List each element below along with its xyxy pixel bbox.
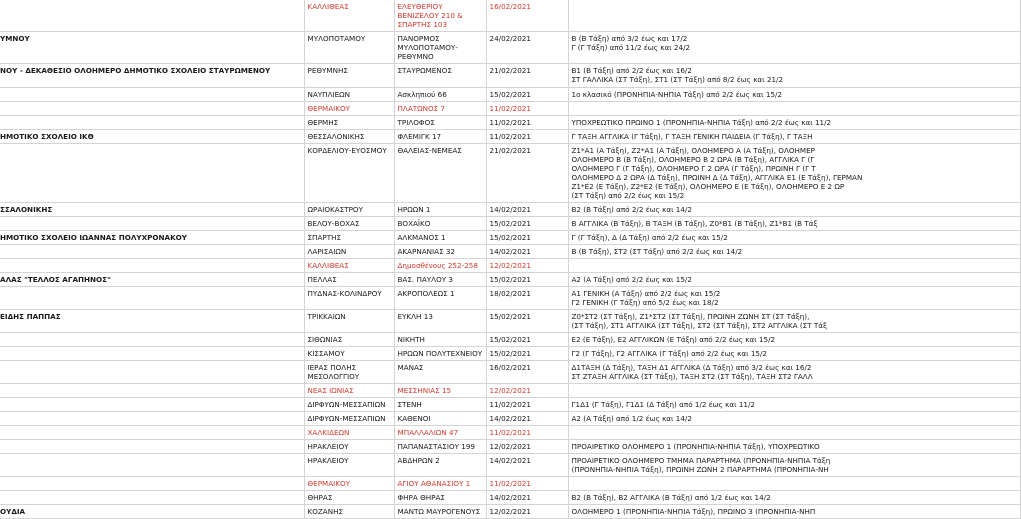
address-cell	[394, 259, 486, 273]
address-line: ΜΑΝΑΣ	[397, 363, 424, 372]
date-cell: 14/02/2021	[486, 203, 568, 217]
municipality-cell: ΠΕΛΛΑΣ	[304, 273, 394, 287]
classes-line: Γ (Γ Τάξη), Δ (Δ Τάξη) από 2/2 έως και 15/2	[571, 233, 728, 242]
table-row	[0, 116, 1020, 130]
school-name-cell	[0, 440, 304, 454]
table-row	[0, 231, 1020, 245]
table-row	[0, 287, 1020, 310]
table-row	[0, 361, 1020, 384]
municipality-cell: ΜΥΛΟΠΟΤΑΜΟΥ	[304, 32, 394, 64]
school-name-cell	[0, 231, 304, 245]
municipality-cell: ΘΕΣΣΑΛΟΝΙΚΗΣ	[304, 130, 394, 144]
classes-cell	[568, 477, 1020, 491]
address-line: ΝΙΚΗΤΗ	[397, 335, 425, 344]
address-cell	[394, 245, 486, 259]
classes-line: Β ΑΓΓΛΙΚΑ (Β Τάξη), Β ΤΑΞΗ (Β Τάξη), Ζ0*Β1 (Β Τάξη), Ζ1*Β1 (Β Τάξ	[571, 219, 818, 228]
date-cell: 21/02/2021	[486, 64, 568, 88]
municipality-cell: ΚΑΛΛΙΘΕΑΣ	[304, 0, 394, 32]
address-line: Ασκληπιού 66	[397, 90, 447, 99]
address-cell	[394, 64, 486, 88]
address-line: ΑΛΚΜΑΝΟΣ 1	[397, 233, 446, 242]
municipality-cell: ΘΕΡΜΑΙΚΟΥ	[304, 477, 394, 491]
table-row	[0, 273, 1020, 287]
date-cell: 12/02/2021	[486, 259, 568, 273]
address-line: ΑΒΔΗΡΩΝ 2	[397, 456, 440, 465]
classes-cell	[568, 287, 1020, 310]
classes-cell	[568, 0, 1020, 32]
address-cell	[394, 454, 486, 477]
classes-cell	[568, 231, 1020, 245]
classes-cell	[568, 102, 1020, 116]
address-line: ΒΑΣ. ΠΑΥΛΟΥ 3	[397, 275, 453, 284]
classes-cell	[568, 259, 1020, 273]
address-cell	[394, 347, 486, 361]
date-cell: 14/02/2021	[486, 454, 568, 477]
school-name-cell	[0, 384, 304, 398]
date-cell: 15/02/2021	[486, 231, 568, 245]
school-name-cell	[0, 287, 304, 310]
municipality-cell: ΘΕΡΜΗΣ	[304, 116, 394, 130]
table-row	[0, 347, 1020, 361]
address-cell	[394, 0, 486, 32]
municipality-cell: ΚΙΣΣΑΜΟΥ	[304, 347, 394, 361]
address-cell	[394, 361, 486, 384]
classes-cell	[568, 491, 1020, 505]
date-cell: 11/02/2021	[486, 116, 568, 130]
address-cell	[394, 412, 486, 426]
school-name-cell	[0, 259, 304, 273]
municipality-cell: ΝΑΥΠΛΙΕΩΝ	[304, 88, 394, 102]
classes-cell	[568, 333, 1020, 347]
address-cell	[394, 310, 486, 333]
school-name-cell	[0, 347, 304, 361]
date-cell: 11/02/2021	[486, 398, 568, 412]
address-line: ΕΥΚΛΗ 13	[397, 312, 433, 321]
classes-cell	[568, 32, 1020, 64]
school-name-cell	[0, 333, 304, 347]
address-line: ΣΠΑΡΤΗΣ 103	[397, 20, 448, 29]
address-cell	[394, 102, 486, 116]
date-cell: 11/02/2021	[486, 102, 568, 116]
table-row	[0, 203, 1020, 217]
municipality-cell: ΘΕΡΜΑΙΚΟΥ	[304, 102, 394, 116]
classes-cell	[568, 310, 1020, 333]
municipality-cell: ΤΡΙΚΚΑΙΩΝ	[304, 310, 394, 333]
address-line: ΡΕΘΥΜΝΟ	[397, 52, 434, 61]
address-cell	[394, 231, 486, 245]
date-cell: 24/02/2021	[486, 32, 568, 64]
municipality-cell: ΩΡΑΙΟΚΑΣΤΡΟΥ	[304, 203, 394, 217]
school-name-cell	[0, 88, 304, 102]
classes-line: ΟΛΟΗΜΕΡΟ Δ 2 ΩΡΑ (Δ Τάξη), ΠΡΩΙΝΗ Δ (Δ Τάξη), ΑΓΓΛΙΚΑ Ε1 (Ε Τάξη), ΓΕΡΜΑΝ	[571, 173, 863, 182]
classes-cell	[568, 144, 1020, 203]
table-row	[0, 310, 1020, 333]
school-name: ΗΜΟΤΙΚΟ ΣΧΟΛΕΙΟ ΙΚΘ	[0, 132, 94, 141]
date-cell: 15/02/2021	[486, 88, 568, 102]
address-line: ΠΑΠΑΝΑΣΤΑΣΙΟΥ 199	[397, 442, 475, 451]
classes-line: Γ2 (Γ Τάξη), Γ2 ΑΓΓΛΙΚΑ (Γ Τάξη) από 2/2 έως και 15/2	[571, 349, 767, 358]
municipality-cell: ΗΡΑΚΛΕΙΟΥ	[304, 440, 394, 454]
table-row	[0, 384, 1020, 398]
classes-line: (ΠΡΟΝΗΠΙΑ-ΝΗΠΙΑ Τάξη), ΠΡΩΙΝΗ ΖΩΝΗ 2 ΠΑΡΑΡΤΗΜΑ (ΠΡΟΝΗΠΙΑ-ΝΗ	[571, 465, 829, 474]
school-name-cell	[0, 310, 304, 333]
classes-cell	[568, 347, 1020, 361]
address-line: ΘΑΛΕΙΑΣ-ΝΕΜΕΑΣ	[397, 146, 462, 155]
municipality-cell: ΔΙΡΦΥΩΝ-ΜΕΣΣΑΠΙΩΝ	[304, 398, 394, 412]
address-line: ΑΓΙΟΥ ΑΘΑΝΑΣΙΟΥ 1	[397, 479, 471, 488]
table-row	[0, 144, 1020, 203]
address-line: ΜΠΑΛΛΑΛΙΩΝ 47	[397, 428, 459, 437]
date-cell: 15/02/2021	[486, 217, 568, 231]
date-cell: 15/02/2021	[486, 273, 568, 287]
date-cell: 15/02/2021	[486, 347, 568, 361]
municipality-cell: ΚΟΡΔΕΛΙΟΥ-ΕΥΟΣΜΟΥ	[304, 144, 394, 203]
municipality-cell: ΛΑΡΙΣΑΙΩΝ	[304, 245, 394, 259]
address-line: ΑΚΑΡΝΑΝΙΑΣ 32	[397, 247, 456, 256]
date-cell: 15/02/2021	[486, 333, 568, 347]
address-line: ΣΤΕΝΗ	[397, 400, 422, 409]
table-row	[0, 64, 1020, 88]
classes-line: Γ1Δ1 (Γ Τάξη), Γ1Δ1 (Δ Τάξη) από 1/2 έως και 11/2	[571, 400, 755, 409]
address-line: ΤΡΙΛΟΦΟΣ	[397, 118, 435, 127]
classes-line: ΟΛΟΗΜΕΡΟ Β (Β Τάξη), ΟΛΟΗΜΕΡΟ Β 2 ΩΡΑ (Β Τάξη), ΑΓΓΛΙΚΑ Γ (Γ	[571, 155, 815, 164]
school-name: ΗΜΟΤΙΚΟ ΣΧΟΛΕΙΟ ΙΩΑΝΝΑΣ ΠΟΛΥΧΡΟΝΑΚΟΥ	[0, 233, 187, 242]
school-name-cell	[0, 245, 304, 259]
date-cell: 12/02/2021	[486, 384, 568, 398]
classes-line: (ΣΤ Τάξη), ΣΤ1 ΑΓΓΛΙΚΑ (ΣΤ Τάξη), ΣΤ2 (ΣΤ Τάξη), ΣΤ2 ΑΓΓΛΙΚΑ (ΣΤ Τάξ	[571, 321, 828, 330]
classes-line: Β1 (Β Τάξη) από 2/2 έως και 16/2	[571, 66, 692, 75]
address-cell	[394, 477, 486, 491]
classes-line: ΟΛΟΗΜΕΡΟ 1 (ΠΡΟΝΗΠΙΑ-ΝΗΠΙΑ Τάξη), ΠΡΩΙΝΟ 3 (ΠΡΟΝΗΠΙΑ-ΝΗΠ	[571, 507, 816, 516]
address-cell	[394, 32, 486, 64]
date-cell: 18/02/2021	[486, 287, 568, 310]
address-line: Δημοσθένους 252-258	[397, 261, 478, 270]
table-row	[0, 32, 1020, 64]
school-name: ΝΟΥ - ΔΕΚΑΘΕΣΙΟ ΟΛΟΗΜΕΡΟ ΔΗΜΟΤΙΚΟ ΣΧΟΛΕΙΟ ΣΤΑΥΡΩΜΕΝΟΥ	[0, 66, 271, 75]
table-row	[0, 259, 1020, 273]
school-name-cell	[0, 477, 304, 491]
municipality-cell: ΝΕΑΣ ΙΩΝΙΑΣ	[304, 384, 394, 398]
address-cell	[394, 144, 486, 203]
classes-line: Β (Β Τάξη) από 3/2 έως και 17/2	[571, 34, 688, 43]
address-line: ΒΕΝΙΖΕΛΟΥ 210 &	[397, 11, 463, 20]
address-line: ΗΡΩΩΝ ΠΟΛΥΤΕΧΝΕΙΟΥ	[397, 349, 483, 358]
address-line: ΕΛΕΥΘΕΡΙΟΥ	[397, 2, 443, 11]
classes-cell	[568, 505, 1020, 519]
address-line: ΑΚΡΟΠΟΛΕΩΣ 1	[397, 289, 455, 298]
classes-cell	[568, 412, 1020, 426]
address-cell	[394, 384, 486, 398]
classes-cell	[568, 273, 1020, 287]
address-line: ΣΤΑΥΡΩΜΕΝΟΣ	[397, 66, 452, 75]
school-name-cell	[0, 0, 304, 32]
date-cell: 21/02/2021	[486, 144, 568, 203]
date-cell: 15/02/2021	[486, 310, 568, 333]
school-name-cell	[0, 505, 304, 519]
classes-line: ΟΛΟΗΜΕΡΟ Γ (Γ Τάξη), ΟΛΟΗΜΕΡΟ Γ 2 ΩΡΑ (Γ Τάξη), ΠΡΩΙΝΗ Γ (Γ Τ	[571, 164, 816, 173]
school-name-cell	[0, 217, 304, 231]
classes-line: Α1 ΓΕΝΙΚΗ (Α Τάξη) από 2/2 έως και 15/2	[571, 289, 721, 298]
table-row	[0, 505, 1020, 519]
classes-cell	[568, 116, 1020, 130]
classes-line: Γ2 ΓΕΝΙΚΗ (Γ Τάξη) από 5/2 έως και 18/2	[571, 298, 719, 307]
address-cell	[394, 426, 486, 440]
date-cell: 14/02/2021	[486, 412, 568, 426]
municipality-cell: ΒΕΛΟΥ-ΒΟΧΑΣ	[304, 217, 394, 231]
school-name-cell	[0, 361, 304, 384]
school-name-cell	[0, 64, 304, 88]
school-name-cell	[0, 203, 304, 217]
date-cell: 11/02/2021	[486, 477, 568, 491]
address-line: ΦΛΕΜΙΓΚ 17	[397, 132, 442, 141]
address-cell	[394, 440, 486, 454]
classes-line: Β (Β Τάξη), ΣΤ2 (ΣΤ Τάξη) από 2/2 έως και 14/2	[571, 247, 743, 256]
address-line: ΚΑΘΕΝΟΙ	[397, 414, 431, 423]
municipality-cell: ΧΑΛΚΙΔΕΩΝ	[304, 426, 394, 440]
classes-cell	[568, 361, 1020, 384]
school-name-cell	[0, 32, 304, 64]
school-name: ΕΙΔΗΣ ΠΑΠΠΑΣ	[0, 312, 61, 321]
date-cell: 14/02/2021	[486, 245, 568, 259]
classes-cell	[568, 398, 1020, 412]
address-line: ΦΗΡΑ ΘΗΡΑΣ	[397, 493, 445, 502]
classes-line: Γ ΤΑΞΗ ΑΓΓΛΙΚΑ (Γ Τάξη), Γ ΤΑΞΗ ΓΕΝΙΚΗ ΠΑΙΔΕΙΑ (Γ Τάξη), Γ ΤΑΞΗ	[571, 132, 813, 141]
municipality-cell: ΔΙΡΦΥΩΝ-ΜΕΣΣΑΠΙΩΝ	[304, 412, 394, 426]
address-cell	[394, 505, 486, 519]
address-line: ΜΥΛΟΠΟΤΑΜΟΥ-	[397, 43, 458, 52]
address-cell	[394, 203, 486, 217]
school-name: ΣΣΑΛΟΝΙΚΗΣ	[0, 205, 53, 214]
classes-line: ΠΡΟΑΙΡΕΤΙΚΟ ΟΛΟΗΜΕΡΟ 1 (ΠΡΟΝΗΠΙΑ-ΝΗΠΙΑ Τάξη), ΥΠΟΧΡΕΩΤΙΚΟ	[571, 442, 820, 451]
municipality-cell: ΠΥΔΝΑΣ-ΚΟΛΙΝΔΡΟΥ	[304, 287, 394, 310]
classes-cell	[568, 440, 1020, 454]
classes-line: Β2 (Β Τάξη) από 2/2 έως και 14/2	[571, 205, 692, 214]
classes-cell	[568, 130, 1020, 144]
table-row	[0, 333, 1020, 347]
table-row	[0, 217, 1020, 231]
table-row	[0, 130, 1020, 144]
table-row	[0, 102, 1020, 116]
table-row	[0, 398, 1020, 412]
school-name-cell	[0, 454, 304, 477]
address-cell	[394, 398, 486, 412]
classes-cell	[568, 245, 1020, 259]
address-line: ΜΑΝΤΩ ΜΑΥΡΟΓΕΝΟΥΣ	[397, 507, 481, 516]
table-row	[0, 245, 1020, 259]
municipality-cell: ΣΙΘΩΝΙΑΣ	[304, 333, 394, 347]
address-cell	[394, 116, 486, 130]
classes-line: ΣΤ ΓΑΛΛΙΚΑ (ΣΤ Τάξη), ΣΤ1 (ΣΤ Τάξη) από 8/2 έως και 21/2	[571, 75, 784, 84]
school-name-cell	[0, 130, 304, 144]
classes-line: (ΣΤ Τάξη) από 2/2 έως και 15/2	[571, 191, 685, 200]
classes-line: Α2 (Α Τάξη) από 1/2 έως και 14/2	[571, 414, 692, 423]
table-row	[0, 477, 1020, 491]
address-line: ΠΛΑΤΩΝΟΣ 7	[397, 104, 446, 113]
classes-line: Α2 (Α Τάξη) από 2/2 έως και 15/2	[571, 275, 692, 284]
school-name-cell	[0, 412, 304, 426]
classes-line: Ε2 (Ε Τάξη), Ε2 ΑΓΓΛΙΚΩΝ (Ε Τάξη) από 2/2 έως και 15/2	[571, 335, 776, 344]
address-cell	[394, 217, 486, 231]
classes-cell	[568, 454, 1020, 477]
table-row	[0, 426, 1020, 440]
address-cell	[394, 273, 486, 287]
classes-line: Β2 (Β Τάξη), Β2 ΑΓΓΛΙΚΑ (Β Τάξη) από 1/2 έως και 14/2	[571, 493, 771, 502]
classes-cell	[568, 384, 1020, 398]
classes-line: 1ο κλασικό (ΠΡΟΝΗΠΙΑ-ΝΗΠΙΑ Τάξη) από 2/2 έως και 15/2	[571, 90, 783, 99]
address-cell	[394, 88, 486, 102]
date-cell: 12/02/2021	[486, 440, 568, 454]
address-cell	[394, 333, 486, 347]
date-cell: 12/02/2021	[486, 505, 568, 519]
school-name: ΑΛΑΣ "ΤΕΛΛΟΣ ΑΓΑΠΗΝΟΣ"	[0, 275, 111, 284]
classes-cell	[568, 217, 1020, 231]
date-cell: 11/02/2021	[486, 426, 568, 440]
classes-line: Ζ1*Α1 (Α Τάξη), Ζ2*Α1 (Α Τάξη), ΟΛΟΗΜΕΡΟ Α (Α Τάξη), ΟΛΟΗΜΕΡ	[571, 146, 816, 155]
school-name-cell	[0, 491, 304, 505]
date-cell: 11/02/2021	[486, 130, 568, 144]
classes-line: Δ1ΤΑΞΗ (Δ Τάξη), ΤΑΞΗ Δ1 ΑΓΓΛΙΚΑ (Δ Τάξη) από 3/2 έως και 16/2	[571, 363, 812, 372]
address-line: ΒΟΧΑΪΚΟ	[397, 219, 431, 228]
classes-line: Ζ1*Ε2 (Ε Τάξη), Ζ2*Ε2 (Ε Τάξη), ΟΛΟΗΜΕΡΟ Ε (Ε Τάξη), ΟΛΟΗΜΕΡΟ Ε 2 ΩΡ	[571, 182, 845, 191]
school-name-cell	[0, 426, 304, 440]
classes-line: Γ (Γ Τάξη) από 11/2 έως και 24/2	[571, 43, 691, 52]
table-row	[0, 491, 1020, 505]
school-name-cell	[0, 116, 304, 130]
date-cell: 14/02/2021	[486, 491, 568, 505]
school-name-cell	[0, 273, 304, 287]
municipality-cell: ΡΕΘΥΜΝΗΣ	[304, 64, 394, 88]
address-line: ΜΕΣΣΗΝΙΑΣ 15	[397, 386, 452, 395]
table-row	[0, 440, 1020, 454]
date-cell: 16/02/2021	[486, 0, 568, 32]
address-cell	[394, 130, 486, 144]
school-name-cell	[0, 398, 304, 412]
table-row	[0, 88, 1020, 102]
classes-cell	[568, 203, 1020, 217]
municipality-cell: ΘΗΡΑΣ	[304, 491, 394, 505]
municipality-cell: ΗΡΑΚΛΕΙΟΥ	[304, 454, 394, 477]
address-line: ΠΑΝΟΡΜΟΣ	[397, 34, 440, 43]
classes-cell	[568, 64, 1020, 88]
table-row	[0, 0, 1020, 32]
school-name: ΟΥΔΙΑ	[0, 507, 26, 516]
date-cell: 16/02/2021	[486, 361, 568, 384]
municipality-cell: ΙΕΡΑΣ ΠΟΛΗΣ ΜΕΣΟΛΟΓΓΙΟΥ	[304, 361, 394, 384]
classes-cell	[568, 426, 1020, 440]
school-name: ΥΜΝΟΥ	[0, 34, 30, 43]
municipality-cell: ΣΠΑΡΤΗΣ	[304, 231, 394, 245]
classes-line: ΣΤ ΖΤΑΞΗ ΑΓΓΛΙΚΑ (ΣΤ Τάξη), ΤΑΞΗ ΣΤ2 (ΣΤ Τάξη), ΤΑΞΗ ΣΤ2 ΓΑΛΛ	[571, 372, 813, 381]
classes-line: Ζ0*ΣΤ2 (ΣΤ Τάξη), Ζ1*ΣΤ2 (ΣΤ Τάξη), ΠΡΩΙΝΗ ΖΩΝΗ ΣΤ (ΣΤ Τάξη),	[571, 312, 810, 321]
municipality-cell: ΚΑΛΛΙΘΕΑΣ	[304, 259, 394, 273]
table-row	[0, 412, 1020, 426]
classes-line: ΠΡΟΑΙΡΕΤΙΚΟ ΟΛΟΗΜΕΡΟ ΤΜΗΜΑ ΠΑΡΑΡΤΗΜΑ (ΠΡΟΝΗΠΙΑ-ΝΗΠΙΑ Τάξη	[571, 456, 831, 465]
classes-cell	[568, 88, 1020, 102]
table-row	[0, 454, 1020, 477]
address-line: ΗΡΩΩΝ 1	[397, 205, 431, 214]
address-cell	[394, 287, 486, 310]
municipality-cell: ΚΟΖΑΝΗΣ	[304, 505, 394, 519]
classes-line: ΥΠΟΧΡΕΩΤΙΚΟ ΠΡΩΙΝΟ 1 (ΠΡΟΝΗΠΙΑ-ΝΗΠΙΑ Τάξη) από 2/2 έως και 11/2	[571, 118, 832, 127]
school-name-cell	[0, 102, 304, 116]
school-name-cell	[0, 144, 304, 203]
address-cell	[394, 491, 486, 505]
